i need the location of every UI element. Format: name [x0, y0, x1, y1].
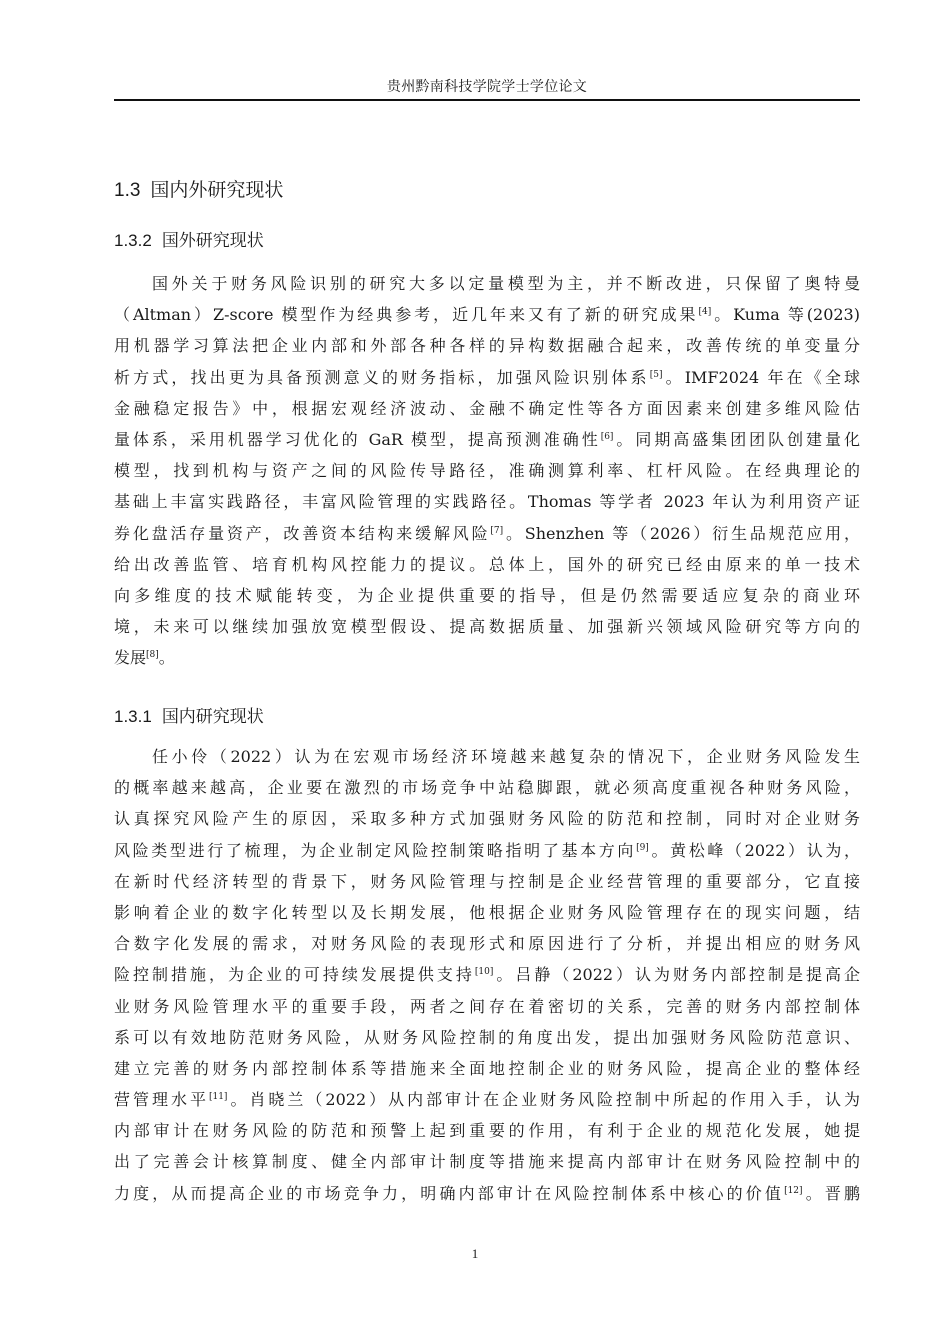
- text-line: 模型，找到机构与资产之间的风险传导路径，准确测算利率、杠杆风险。在经典理论的: [114, 461, 860, 481]
- text-line: 析方式，找出更为具备预测意义的财务指标，加强风险识别体系[5]。IMF2024 年在《全球: [114, 367, 860, 387]
- text-line: 合数字化发展的需求，对财务风险的表现形式和原因进行了分析，并提出相应的财务风: [114, 934, 860, 954]
- subsection-heading-foreign: [114, 229, 264, 253]
- text-line: 基础上丰富实践路径，丰富风险管理的实践路径。Thomas 等学者 2023 年认为利用资产证: [114, 492, 860, 512]
- text-line: 金融稳定报告》中，根据宏观经济波动、金融不确定性等各方面因素来创建多维风险估: [114, 398, 860, 418]
- running-header: 贵州黔南科技学院学士学位论文: [386, 79, 588, 95]
- text-line: 力度，从而提高企业的市场竞争力，明确内部审计在风险控制体系中核心的价值[12]。晋鹏: [114, 1183, 860, 1203]
- text-line: 券化盘活存量资产，改善资本结构来缓解风险[7]。Shenzhen 等（2026）衍生品规范应用，: [114, 523, 860, 543]
- text-line: 营管理水平[11]。肖晓兰（2022）从内部审计在企业财务风险控制中所起的作用入手，认为: [114, 1090, 860, 1110]
- text-line: 认真探究风险产生的原因，采取多种方式加强财务风险的防范和控制，同时对企业财务: [114, 809, 860, 829]
- text-line: 影响着企业的数字化转型以及长期发展，他根据企业财务风险管理存在的现实问题，结: [114, 902, 860, 922]
- citation: [12]: [784, 1185, 803, 1196]
- text-line: 风险类型进行了梳理，为企业制定风险控制策略指明了基本方向[9]。黄松峰（2022）认为，: [114, 840, 860, 860]
- text-line: 险控制措施，为企业的可持续发展提供支持[10]。吕静（2022）认为财务内部控制是提高企: [114, 965, 860, 985]
- citation: [5]: [649, 369, 663, 380]
- section-number: 1.3: [114, 180, 141, 201]
- subsection-title: 国外研究现状: [161, 231, 264, 251]
- text-line: 量体系，采用机器学习优化的 GaR 模型，提高预测准确性[6]。同期高盛集团团队创建量化: [114, 429, 860, 449]
- text-line: 建立完善的财务内部控制体系等措施来全面地控制企业的财务风险，提高企业的整体经: [114, 1058, 860, 1078]
- section-title: 国内外研究现状: [150, 179, 284, 201]
- citation: [4]: [698, 307, 712, 318]
- citation: [8]: [146, 650, 159, 661]
- text-line: 境，未来可以继续加强放宽模型假设、提高数据质量、加强新兴领域风险研究等方向的: [114, 617, 860, 637]
- citation: [11]: [208, 1092, 228, 1103]
- section-heading: [114, 177, 283, 204]
- text-line: 国外关于财务风险识别的研究大多以定量模型为主，并不断改进，只保留了奥特曼: [152, 274, 860, 293]
- text-line: 在新时代经济转型的背景下，财务风险管理与控制是企业经营管理的重要部分，它直接: [114, 871, 860, 891]
- text-line: 给出改善监管、培育机构风控能力的提议。总体上，国外的研究已经由原来的单一技术: [114, 554, 860, 574]
- citation: [9]: [636, 842, 649, 853]
- subsection-title: 国内研究现状: [161, 707, 264, 727]
- header-rule: [114, 99, 860, 101]
- page-number: 1: [471, 1246, 479, 1261]
- citation: [7]: [490, 525, 504, 536]
- paragraph-foreign-research: [114, 268, 860, 673]
- text-line: 的概率越来越高，企业要在激烈的市场竞争中站稳脚跟，就必须高度重视各种财务风险，: [114, 778, 860, 798]
- paragraph-domestic-research: [114, 741, 860, 1209]
- subsection-number: 1.3.2: [114, 231, 152, 250]
- text-line: 业财务风险管理水平的重要手段，两者之间存在着密切的关系，完善的财务内部控制体: [114, 996, 860, 1016]
- text-line: 向多维度的技术赋能转变，为企业提供重要的指导，但是仍然需要适应复杂的商业环: [114, 585, 860, 605]
- subsection-number: 1.3.1: [114, 707, 152, 726]
- citation: [6]: [600, 431, 614, 442]
- text-line: 系可以有效地防范财务风险，从财务风险控制的角度出发，提出加强财务风险防范意识、: [114, 1027, 860, 1047]
- text-line: 出了完善会计核算制度、健全内部审计制度等措施来提高内部审计在财务风险控制中的: [114, 1152, 860, 1172]
- subsection-heading-domestic: [114, 705, 264, 729]
- text-line: 用机器学习算法把企业内部和外部各种各样的异构数据融合起来，改善传统的单变量分: [114, 336, 860, 356]
- text-line: 发展[8]。: [114, 648, 175, 668]
- text-line: （Altman）Z-score 模型作为经典参考，近几年来又有了新的研究成果[4]。Kuma 等(2023): [114, 305, 860, 325]
- text-line: 内部审计在财务风险的防范和预警上起到重要的作用，有利于企业的规范化发展，她提: [114, 1121, 860, 1141]
- citation: [10]: [474, 967, 494, 978]
- text-line: 任小伶（2022）认为在宏观市场经济环境越来越复杂的情况下，企业财务风险发生: [152, 747, 860, 766]
